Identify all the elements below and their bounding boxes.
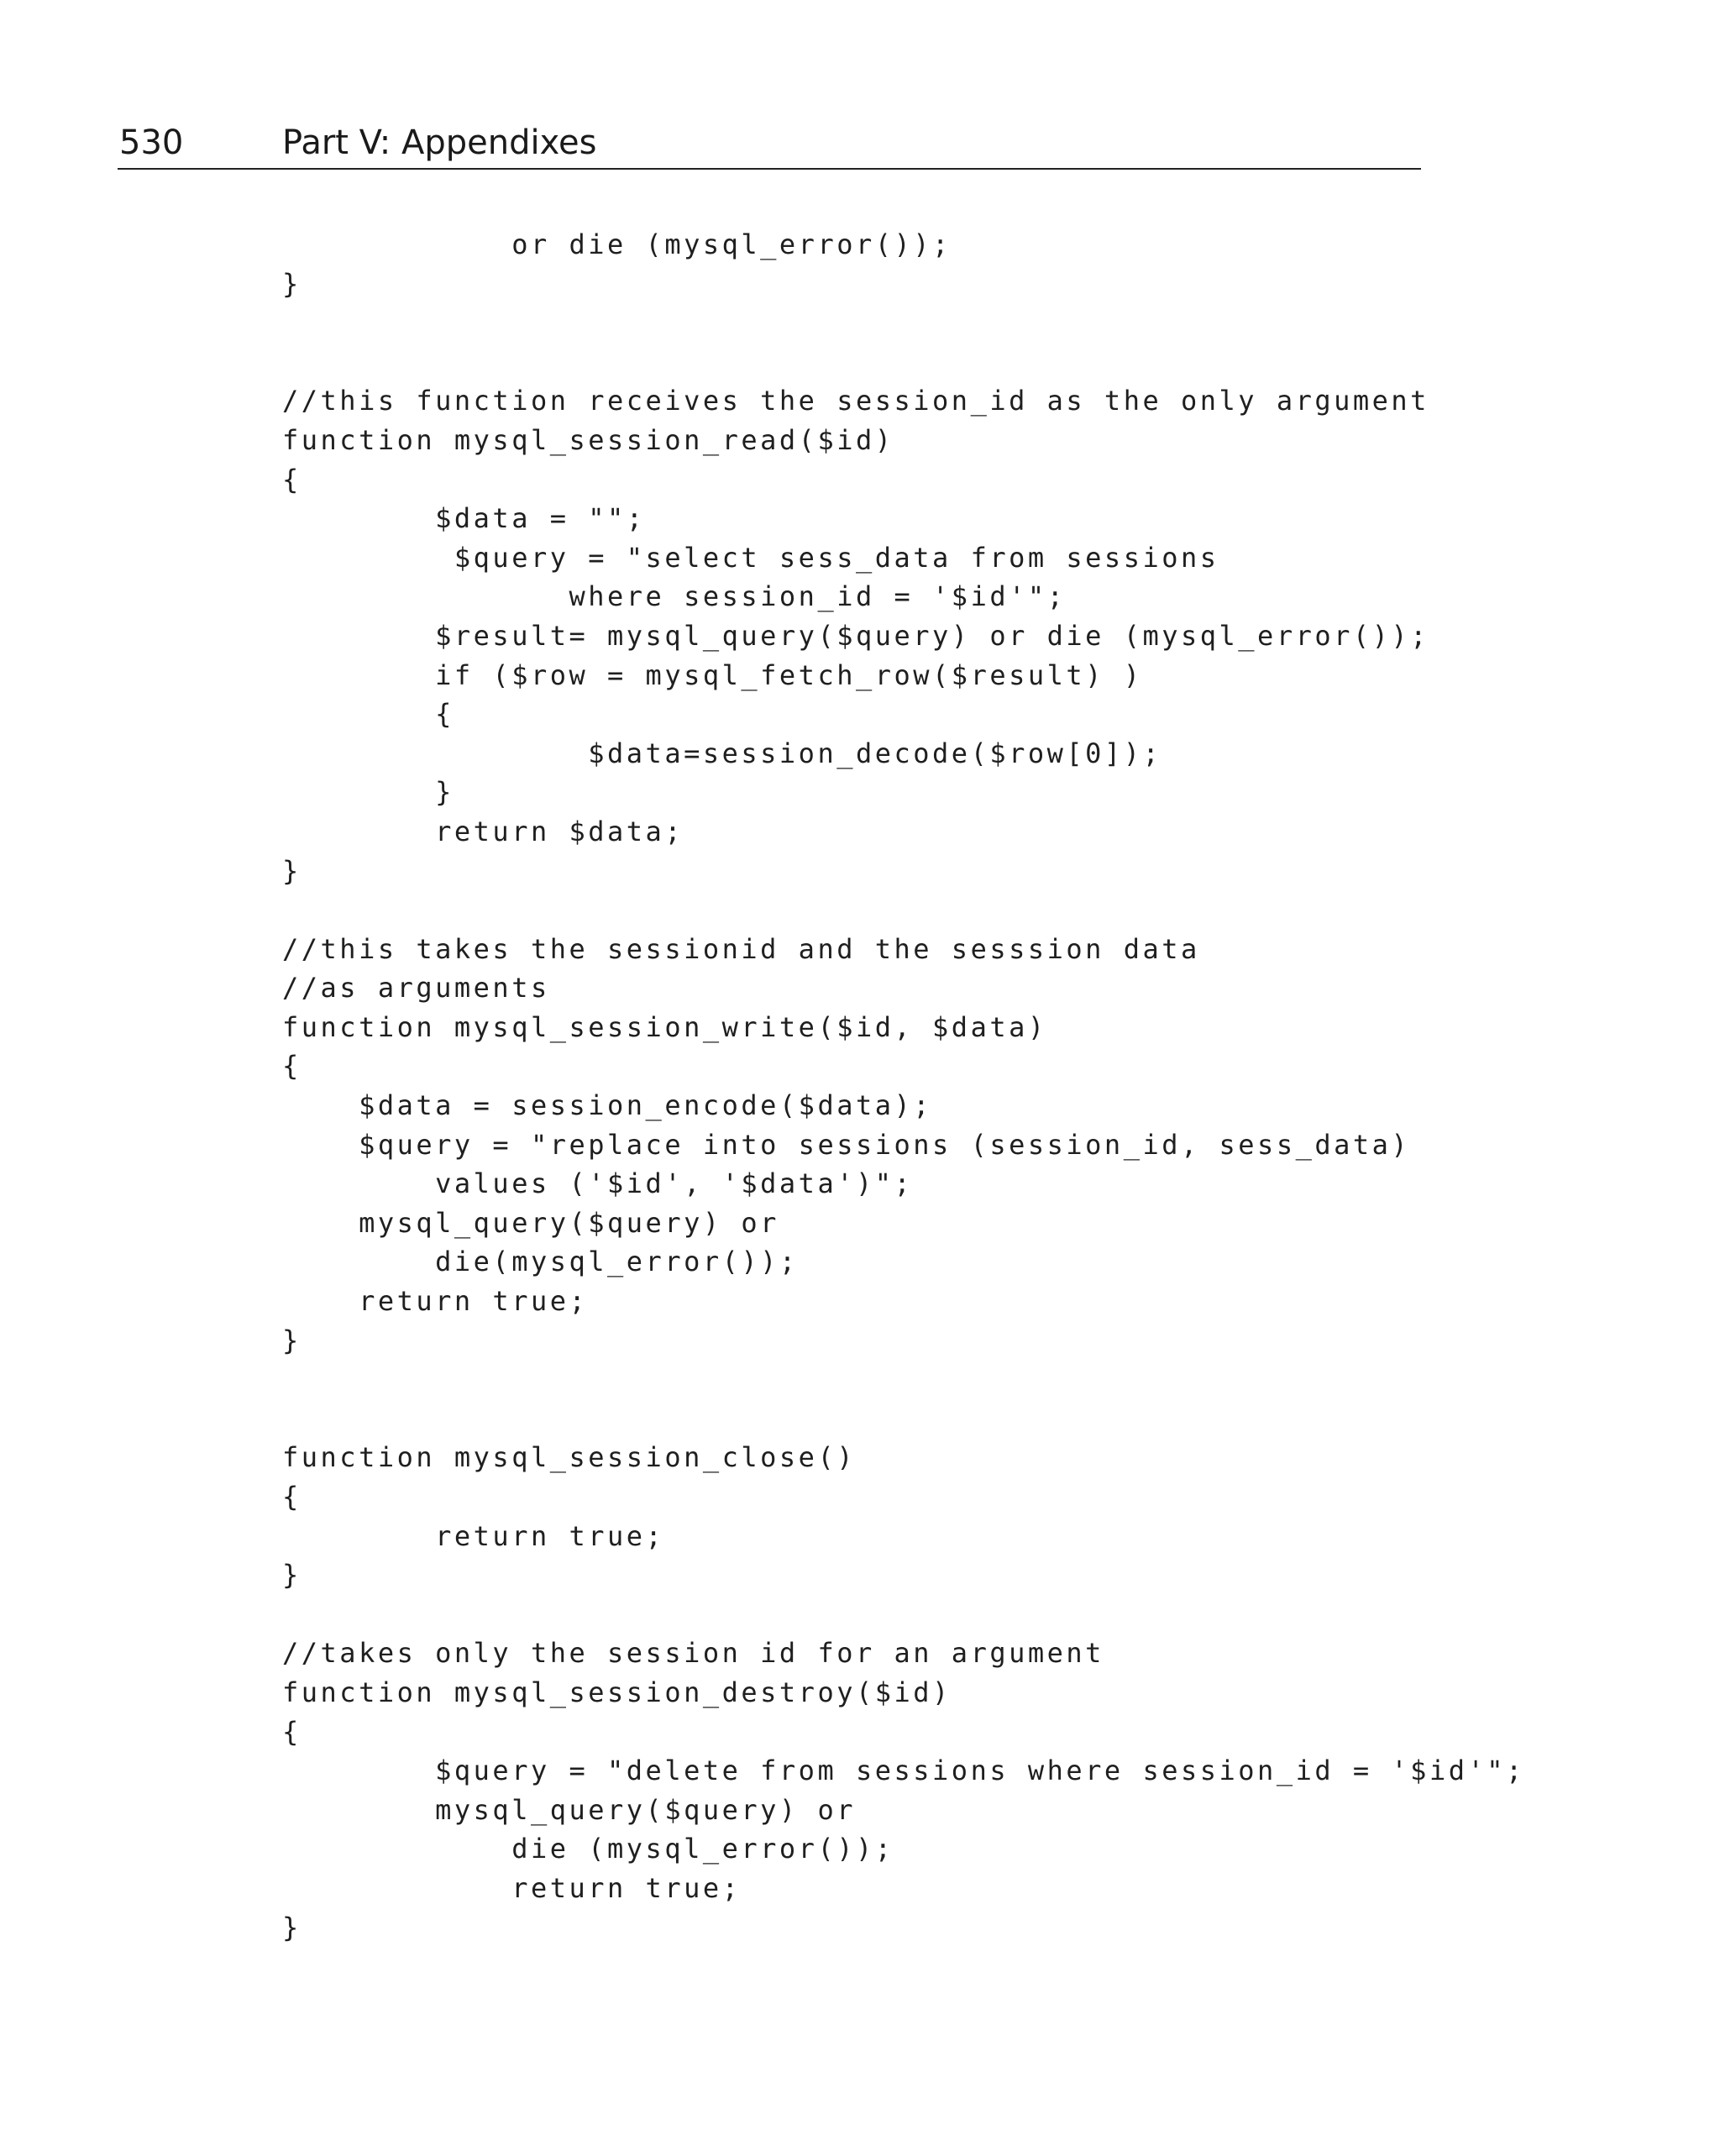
code-line: if ($row = mysql_fetch_row($result) ) xyxy=(282,658,1143,691)
code-line: values ('$id', '$data')"; xyxy=(282,1167,914,1200)
code-line: $data = ""; xyxy=(282,502,646,535)
code-line: function mysql_session_write($id, $data) xyxy=(282,1010,1047,1043)
running-header xyxy=(118,118,1421,170)
code-line: return true; xyxy=(282,1519,665,1552)
code-line: return true; xyxy=(282,1871,742,1904)
code-line: mysql_query($query) or xyxy=(282,1793,856,1826)
code-line xyxy=(282,1360,1710,1399)
code-line: $query = "delete from sessions where session_id = '$id'"; xyxy=(282,1755,1525,1787)
code-line: } xyxy=(282,1324,302,1356)
code-line: function mysql_session_close() xyxy=(282,1441,856,1474)
code-line: return $data; xyxy=(282,815,684,847)
code-line: function mysql_session_destroy($id) xyxy=(282,1676,952,1708)
code-line: //this function receives the session_id as the only argument xyxy=(282,385,1429,417)
code-line: function mysql_session_read($id) xyxy=(282,423,894,456)
code-line: } xyxy=(282,1911,302,1944)
page-number: 530 xyxy=(119,123,184,162)
code-line: or die (mysql_error()); xyxy=(282,228,952,260)
code-line xyxy=(282,890,1710,930)
code-line: return true; xyxy=(282,1285,589,1318)
code-line: //takes only the session id for an argument xyxy=(282,1637,1104,1670)
code-line: { xyxy=(282,1715,302,1748)
code-line: where session_id = '$id'"; xyxy=(282,580,1067,613)
code-line: { xyxy=(282,463,302,496)
code-line: { xyxy=(282,1050,302,1083)
code-line: } xyxy=(282,776,454,809)
code-line: { xyxy=(282,698,454,731)
code-line: die(mysql_error()); xyxy=(282,1246,799,1278)
code-line: $data=session_decode($row[0]); xyxy=(282,737,1162,769)
code-line xyxy=(282,1595,1710,1634)
code-line: } xyxy=(282,267,302,300)
code-line: $query = "replace into sessions (session_id, sess_data) xyxy=(282,1128,1411,1161)
code-line: } xyxy=(282,1559,302,1592)
code-line xyxy=(282,303,1710,343)
code-line xyxy=(282,343,1710,382)
code-line: //as arguments xyxy=(282,972,550,1005)
code-line: //this takes the sessionid and the sesssion data xyxy=(282,932,1200,965)
code-line xyxy=(282,1399,1710,1439)
code-listing xyxy=(282,225,1710,1947)
code-line: } xyxy=(282,854,302,887)
code-line: mysql_query($query) or xyxy=(282,1206,779,1239)
code-line: { xyxy=(282,1481,302,1513)
code-line: die (mysql_error()); xyxy=(282,1833,894,1865)
code-line: $query = "select sess_data from sessions xyxy=(282,541,1219,574)
code-line: $result= mysql_query($query) or die (mysql_error()); xyxy=(282,619,1429,652)
part-title: Part V: Appendixes xyxy=(282,123,597,162)
code-line: $data = session_encode($data); xyxy=(282,1089,933,1122)
